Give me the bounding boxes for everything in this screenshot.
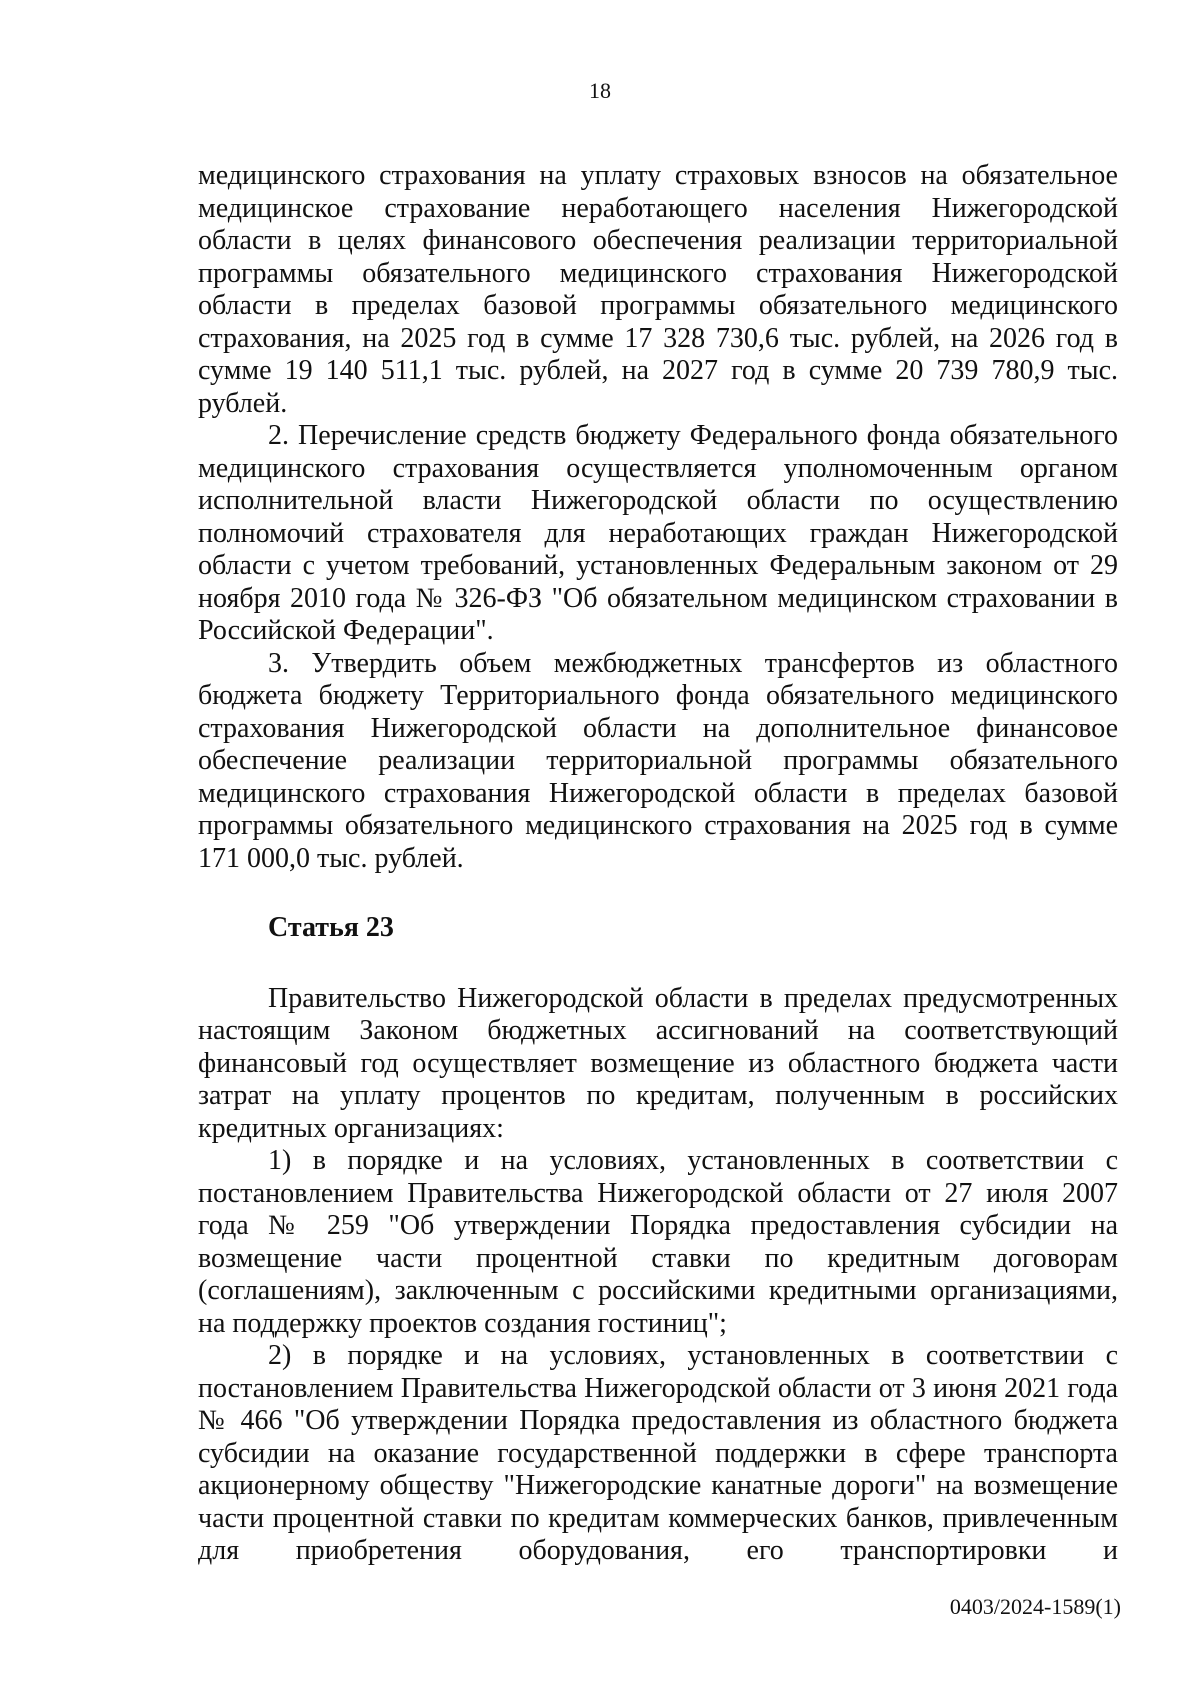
- paragraph-continuation: медицинского страхования на уплату страховых взносов на обязательное медицинское страхование неработающего населения Нижегородской области в целях финансового обеспечения реализации территориальной программы обязательного медицинского страхования Нижегородской области в пределах базовой программы обязательного медицинского страхования, на 2025 год в сумме 17 328 730,6 тыс. рублей, на 2026 год в сумме 19 140 511,1 тыс. рублей, на 2027 год в сумме 20 739 780,9 тыс. рублей.: [198, 160, 1118, 419]
- article-23-intro: Правительство Нижегородской области в пределах предусмотренных настоящим Законом бюджетных ассигнований на соответствующий финансовый год осуществляет возмещение из областного бюджета части затрат на уплату процентов по кредитам, полученным в российских кредитных организациях:: [198, 982, 1118, 1144]
- document-body: [198, 160, 1118, 1568]
- paragraph-item-2: 2. Перечисление средств бюджету Федерального фонда обязательного медицинского страхования осуществляется уполномоченным органом исполнительной власти Нижегородской области по осуществлению полномочий страхователя для неработающих граждан Нижегородской области с учетом требований, установленных Федеральным законом от 29 ноября 2010 года № 326-ФЗ "Об обязательном медицинском страховании в Российской Федерации".: [198, 420, 1118, 646]
- article-23-item-2: 2) в порядке и на условиях, установленных в соответствии с постановлением Правительства Нижегородской области от 3 июня 2021 года № 466 "Об утверждении Порядка предоставления из областного бюджета субсидии на оказание государственной поддержки в сфере транспорта акционерному обществу "Нижегородские канатные дороги" на возмещение части процентной ставки по кредитам коммерческих банков, привлеченным для приобретения оборудования, его транспортировки и: [198, 1340, 1118, 1566]
- document-registration-code: 0403/2024-1589(1): [949, 1594, 1121, 1619]
- page-number: 18: [589, 78, 611, 103]
- article-heading: Статья 23: [268, 912, 394, 943]
- paragraph-item-3: 3. Утвердить объем межбюджетных трансфертов из областного бюджета бюджету Территориального фонда обязательного медицинского страхования Нижегородской области на дополнительное финансовое обеспечение реализации территориальной программы обязательного медицинского страхования Нижегородской области в пределах базовой программы обязательного медицинского страхования на 2025 год в сумме 171 000,0 тыс. рублей.: [198, 647, 1118, 874]
- article-23-item-1: 1) в порядке и на условиях, установленных в соответствии с постановлением Правительства Нижегородской области от 27 июля 2007 года № 259 "Об утверждении Порядка предоставления субсидии на возмещение части процентной ставки по кредитным договорам (соглашениям), заключенным с российскими кредитными организациями, на поддержку проектов создания гостиниц";: [198, 1145, 1118, 1339]
